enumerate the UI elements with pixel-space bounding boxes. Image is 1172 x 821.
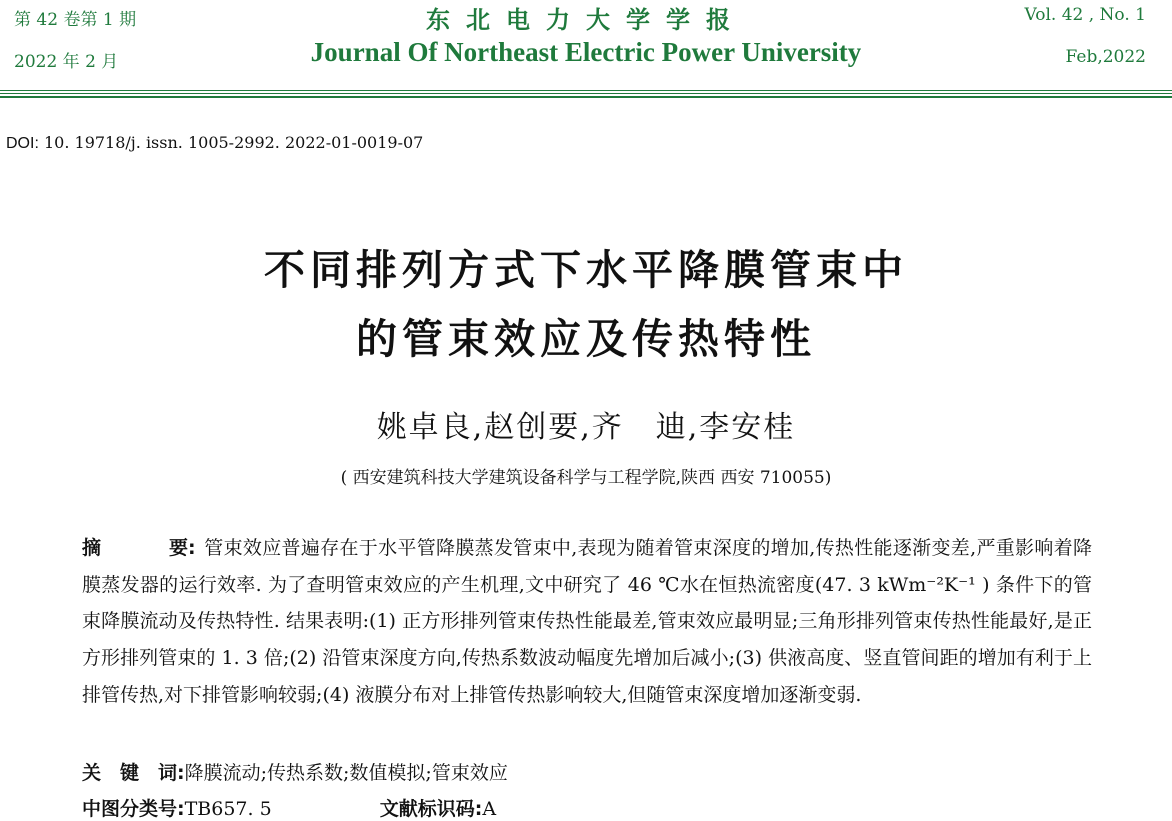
- doi-value: 10. 19718/j. issn. 1005-2992. 2022-01-0019-07: [43, 133, 424, 152]
- header-rule-middle: [0, 93, 1172, 94]
- classification-label: 中图分类号:: [82, 798, 185, 820]
- header-rule-top: [0, 90, 1172, 91]
- doi: [6, 133, 423, 153]
- affiliation: ( 西安建筑科技大学建筑设备科学与工程学院,陕西 西安 710055): [340, 468, 832, 488]
- header-rule-bottom: [0, 96, 1172, 98]
- abstract-label-b: 要:: [169, 537, 196, 559]
- article-title-line-1: 不同排列方式下水平降膜管束中: [264, 246, 908, 294]
- doc-code-label: 文献标识码:: [379, 798, 483, 820]
- volume-issue-cn: 第 42 卷第 1 期: [14, 10, 137, 30]
- date-en: Feb,2022: [1065, 47, 1146, 67]
- abstract-text: 管束效应普遍存在于水平管降膜蒸发管束中,表现为随着管束深度的增加,传热性能逐渐变差,严重影响着降膜蒸发器的运行效率. 为了查明管束效应的产生机理,文中研究了 46 ℃水在恒热流密度(47. 3 kWm⁻²K⁻¹ ) 条件下的管束降膜流动及传热特性. 结果表明:(1) 正方形排列管束传热性能最差,管束效应最明显;三角形排列管束传热性能最好,是正方形排列管束的 1. 3 倍;(2) 沿管束深度方向,传热系数波动幅度先增加后减小;(3) 供液高度、竖直管间距的增加有利于上排管传热,对下排管影响较弱;(4) 液膜分布对上排管传热影响较大,但随管束深度增加逐渐变弱.: [82, 537, 1092, 706]
- keywords: [82, 758, 508, 785]
- volume-issue-en: Vol. 42 , No. 1: [1024, 5, 1146, 25]
- abstract: [82, 530, 1092, 714]
- date-cn: 2022 年 2 月: [14, 52, 119, 72]
- classification: [82, 794, 496, 821]
- keywords-text: 降膜流动;传热系数;数值模拟;管束效应: [184, 762, 508, 784]
- journal-title-en: Journal Of Northeast Electric Power University: [310, 37, 862, 67]
- doi-label: DOI:: [6, 135, 39, 152]
- abstract-label: [82, 530, 204, 567]
- classification-value: TB657. 5: [184, 798, 272, 820]
- authors: 姚卓良,赵创要,齐 迪,李安桂: [376, 410, 796, 445]
- keywords-label: 关 键 词:: [82, 762, 185, 784]
- doc-code-value: A: [482, 798, 497, 820]
- journal-title-cn: 东北电力大学学报: [426, 6, 746, 34]
- abstract-label-a: 摘: [82, 537, 102, 559]
- article-title-line-2: 的管束效应及传热特性: [356, 315, 816, 363]
